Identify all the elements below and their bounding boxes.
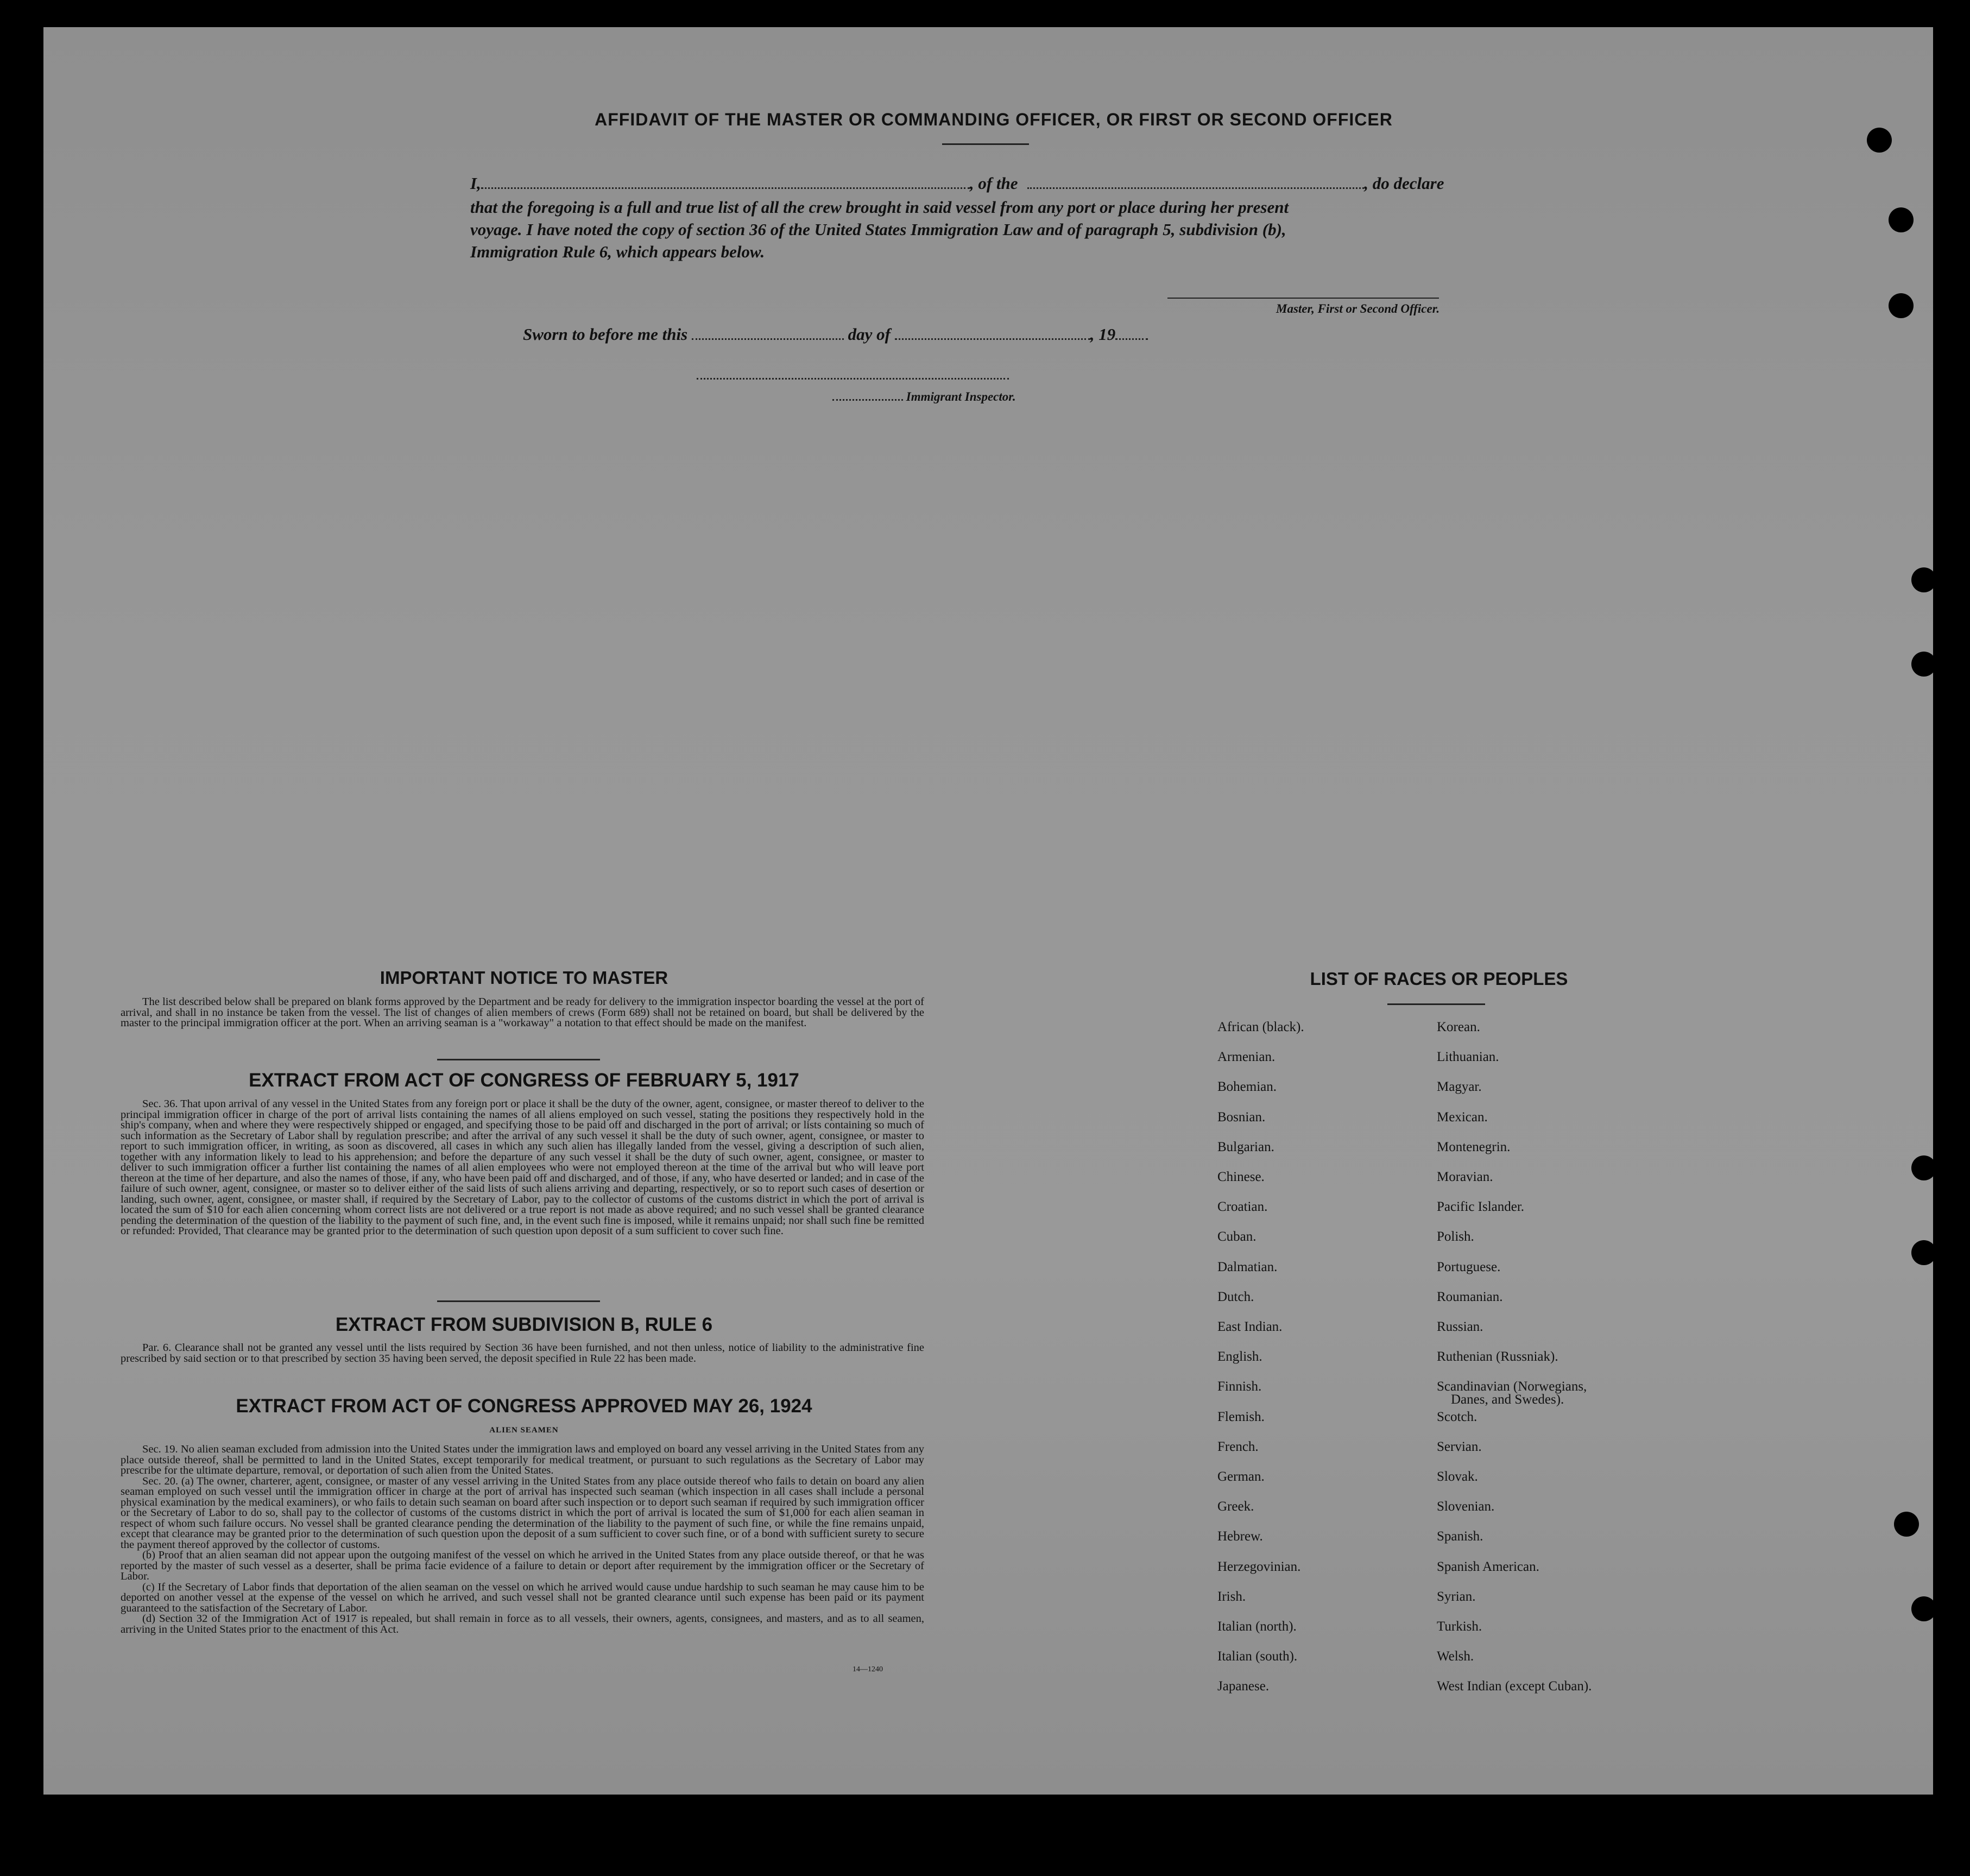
race-item: Syrian. (1437, 1589, 1476, 1604)
extract-1924-body (121, 1444, 924, 1635)
sec20d-text: (d) Section 32 of the Immigration Act of 1917 is repealed, but shall remain in force as to all vessels, their owners, agents, consignees, and masters, and as to all seamen, arriving in the United States prior to the enactment of this Act. (121, 1613, 924, 1635)
race-item: Chinese. (1217, 1170, 1265, 1184)
race-item: Polish. (1437, 1229, 1474, 1245)
race-item: Finnish. (1217, 1379, 1262, 1394)
extract-1917-body (121, 1099, 924, 1237)
race-item: Croatian. (1217, 1199, 1268, 1215)
race-item: Welsh. (1437, 1649, 1474, 1664)
punch-hole (1889, 207, 1914, 232)
punch-hole (1889, 293, 1914, 318)
race-item: Magyar. (1437, 1079, 1482, 1095)
affidavit-title: AFFIDAVIT OF THE MASTER OR COMMANDING OFFICER, OR FIRST OR SECOND OFFICER (595, 110, 1393, 129)
sec20c-text: (c) If the Secretary of Labor finds that deportation of the alien seaman on the vessel on which he arrived would cause undue hardship to such seaman he may cause him to be deported on another vessel at the expense of the vessel on which he arrived, and such vessel shall not be granted clearance until such expense has been paid or its payment guaranteed to the satisfaction of the Secretary of Labor. (121, 1581, 924, 1614)
affidavit-do-declare: , do declare (1364, 174, 1444, 193)
race-item: Italian (north). (1217, 1619, 1297, 1634)
race-item: Lithuanian. (1437, 1050, 1499, 1065)
punch-hole (1894, 1512, 1919, 1537)
affidavit-line-1 (470, 174, 1444, 193)
race-item: Servian. (1437, 1439, 1482, 1454)
races-title: LIST OF RACES OR PEOPLES (1310, 969, 1568, 989)
affidavit-line-4: Immigration Rule 6, which appears below. (470, 242, 765, 261)
race-item: Russian. (1437, 1319, 1483, 1334)
notice-title: IMPORTANT NOTICE TO MASTER (380, 968, 668, 988)
sec19-text: Sec. 19. No alien seaman excluded from admission into the United States under the immigration laws and employed on board any vessel arriving in the United States from any place outside thereof, shall be permitted to land in the United States, except temporarily for medical treatment, or pursuant to such regulations as the Secretary of Labor may prescribe for the ultimate departure, removal, or deportation of such alien from the United States. (121, 1443, 924, 1476)
inspector-line (832, 390, 1016, 404)
inspector-label: Immigrant Inspector. (906, 390, 1016, 403)
race-item: French. (1217, 1439, 1259, 1454)
race-item: Spanish American. (1437, 1559, 1539, 1574)
name-field[interactable] (481, 187, 970, 189)
race-item: Portuguese. (1437, 1259, 1501, 1274)
race-item: Moravian. (1437, 1170, 1493, 1184)
title-underline (942, 143, 1029, 145)
year-label: , 19 (1090, 325, 1116, 344)
punch-hole (1911, 1240, 1936, 1265)
affidavit-i: I, (470, 174, 481, 193)
sec20b-text: (b) Proof that an alien seaman did not appear upon the outgoing manifest of the vessel on which he arrived in the United States from any place outside thereof, or that he was reported by the master of such vessel as a deserter, shall be prima facie evidence of a failure to detain or deport after requirement by the immigration officer or the Secretary of Labor. (121, 1549, 924, 1582)
race-item: Herzegovinian. (1217, 1559, 1301, 1574)
punch-hole (1911, 652, 1936, 677)
race-item: Flemish. (1217, 1409, 1265, 1424)
sworn-day-field[interactable] (692, 338, 844, 340)
extract-1924-title: EXTRACT FROM ACT OF CONGRESS APPROVED MAY 26, 1924 (236, 1395, 812, 1417)
race-item: West Indian (except Cuban). (1437, 1679, 1592, 1694)
race-item: Bohemian. (1217, 1079, 1277, 1095)
notice-text: The list described below shall be prepared on blank forms approved by the Department and be ready for delivery to the immigration inspector boarding the vessel at the port of arrival, and shall in no instance be taken from the vessel. The list of changes of alien members of crews (Form 689) shall not be retained on board, but shall be delivered by the master to the principal immigration officer at the port. When an arriving seaman is a "workaway" a notation to that effect should be made on the manifest. (121, 996, 924, 1029)
affidavit-line-3: voyage. I have noted the copy of section 36 of the United States Immigration Law and of paragraph 5, subdivision (b), (470, 220, 1286, 239)
punch-hole (1867, 128, 1892, 153)
race-item: Roumanian. (1437, 1289, 1503, 1304)
divider-rule (437, 1059, 600, 1060)
race-item: Bosnian. (1217, 1109, 1266, 1125)
race-item: English. (1217, 1349, 1262, 1365)
punch-hole (1911, 1596, 1936, 1621)
race-item: African (black). (1217, 1020, 1304, 1034)
race-item: Pacific Islander. (1437, 1199, 1525, 1215)
inspector-dots (832, 399, 903, 401)
sworn-label: Sworn to before me this (523, 325, 688, 344)
sworn-year-field[interactable] (1115, 338, 1148, 340)
form-number: 14—1240 (853, 1665, 883, 1673)
race-item: Slovenian. (1437, 1499, 1495, 1514)
race-item-continued: Danes, and Swedes). (1451, 1392, 1564, 1407)
race-item: Armenian. (1217, 1050, 1276, 1065)
race-item: Dutch. (1217, 1289, 1254, 1304)
extract-1917-title: EXTRACT FROM ACT OF CONGRESS OF FEBRUARY 5, 1917 (249, 1070, 799, 1091)
race-item: Montenegrin. (1437, 1139, 1511, 1154)
race-item: Hebrew. (1217, 1529, 1263, 1544)
punch-hole (1911, 1155, 1936, 1180)
master-signature-label: Master, First or Second Officer. (1276, 302, 1440, 315)
race-item: East Indian. (1217, 1319, 1283, 1334)
master-signature-line[interactable] (1167, 298, 1439, 299)
extract-1917-text: Sec. 36. That upon arrival of any vessel in the United States from any foreign port or place it shall be the duty of the owner, agent, consignee, or master thereof to deliver to the principal immigration officer in charge of the port of arrival lists containing the names of all aliens employed on such vessel, stating the positions they respectively hold in the ship's company, when and where they were respectively shipped or engaged, and specifying those to be paid off and discharged in the port of arrival; or lists containing so much of such information as the Secretary of Labor shall by regulation prescribe; and after the arrival of any such vessel it shall be the duty of such owner, agent, consignee, or master to report to such immigration officer, in writing, as soon as discovered, all cases in which any such alien has illegally landed from the vessel, giving a description of such alien, together with any information likely to lead to his apprehension; and before the departure of any such vessel it shall be the duty of such owner, agent, consignee, or master to deliver to such immigration officer a further list containing the names of all alien employees who were not employed thereon at the time of the arrival but who will leave port thereon at the time of her departure, and also the names of those, if any, who have been paid off and discharged, and of those, if any, who have deserted or landed; and in case of the failure of such owner, agent, consignee, or master so to deliver either of the said lists of such aliens arriving and departing, respectively, or so to report such cases of desertion or landing, such owner, agent, consignee, or master shall, if required by the Secretary of Labor, pay to the collector of customs of the customs district in which the port of arrival is located the sum of $10 for each alien concerning whom correct lists are not delivered or a true report is not made as above required; and no such vessel shall be granted clearance pending the determination of the question of the liability to the payment of such fine, and, in the event such fine is imposed, while it remains unpaid; nor shall such fine be remitted or refunded: Provided, That clearance may be granted prior to the determination of such question upon deposit of a sum sufficient to cover such fine. (121, 1098, 924, 1237)
race-item: Scotch. (1437, 1409, 1478, 1424)
race-item: Slovak. (1437, 1469, 1478, 1484)
race-item: Bulgarian. (1217, 1139, 1274, 1154)
alien-seamen-subtitle: ALIEN SEAMEN (489, 1426, 559, 1435)
race-item: Scandinavian (Norwegians, (1437, 1379, 1587, 1394)
race-item: Korean. (1437, 1020, 1480, 1034)
rule6-text: Par. 6. Clearance shall not be granted any vessel until the lists required by Section 36 have been furnished, and not then unless, notice of liability to the administrative fine prescribed by said section or to that prescribed by section 35 having been served, the deposit specified in Rule 22 has been made. (121, 1342, 924, 1365)
divider-rule (437, 1300, 600, 1302)
affidavit-of-the: , of the (969, 174, 1018, 193)
sec20a-text: Sec. 20. (a) The owner, charterer, agent, consignee, or master of any vessel arriving in the United States from any place outside thereof who fails to detain on board any alien seaman employed on such vessel until the immigration officer in charge at the port of arrival has inspected such seaman (which inspection in all cases shall include a personal physical examination by the medical examiners), or who fails to detain such seaman on board after such inspection or to deport such seaman if required by such immigration officer or the Secretary of Labor to do so, shall pay to the collector of customs of the customs district in which the port of arrival is located the sum of $1,000 for each alien seaman in respect of whom such failure occurs. No vessel shall be granted clearance pending the determination of the liability to the payment of such fine, or while the fine remains unpaid, except that clearance may be granted prior to the determination of such question upon the deposit of a sum sufficient to cover such fine, or of a bond with sufficient surety to secure the payment thereof approved by the collector of customs. (121, 1475, 924, 1551)
race-item: Turkish. (1437, 1619, 1482, 1634)
race-item: Mexican. (1437, 1109, 1488, 1125)
sworn-month-field[interactable] (895, 338, 1090, 340)
day-of-label: day of (848, 325, 891, 344)
race-item: Dalmatian. (1217, 1259, 1278, 1274)
rule6-title: EXTRACT FROM SUBDIVISION B, RULE 6 (335, 1314, 713, 1335)
race-item: Ruthenian (Russniak). (1437, 1349, 1558, 1365)
punch-hole (1911, 567, 1936, 592)
race-item: Japanese. (1217, 1679, 1270, 1694)
vessel-field[interactable] (1027, 187, 1364, 189)
rule6-body (121, 1343, 924, 1364)
race-item: Irish. (1217, 1589, 1246, 1604)
sworn-line (523, 325, 1148, 344)
race-item: Greek. (1217, 1499, 1254, 1514)
inspector-signature-line[interactable] (697, 378, 1009, 380)
race-item: German. (1217, 1469, 1265, 1484)
race-item: Cuban. (1217, 1229, 1256, 1245)
notice-body (121, 997, 924, 1029)
affidavit-line-2: that the foregoing is a full and true list of all the crew brought in said vessel from any port or place during her present (470, 198, 1289, 217)
race-item: Spanish. (1437, 1529, 1483, 1544)
race-item: Italian (south). (1217, 1649, 1298, 1664)
races-underline (1387, 1003, 1485, 1005)
